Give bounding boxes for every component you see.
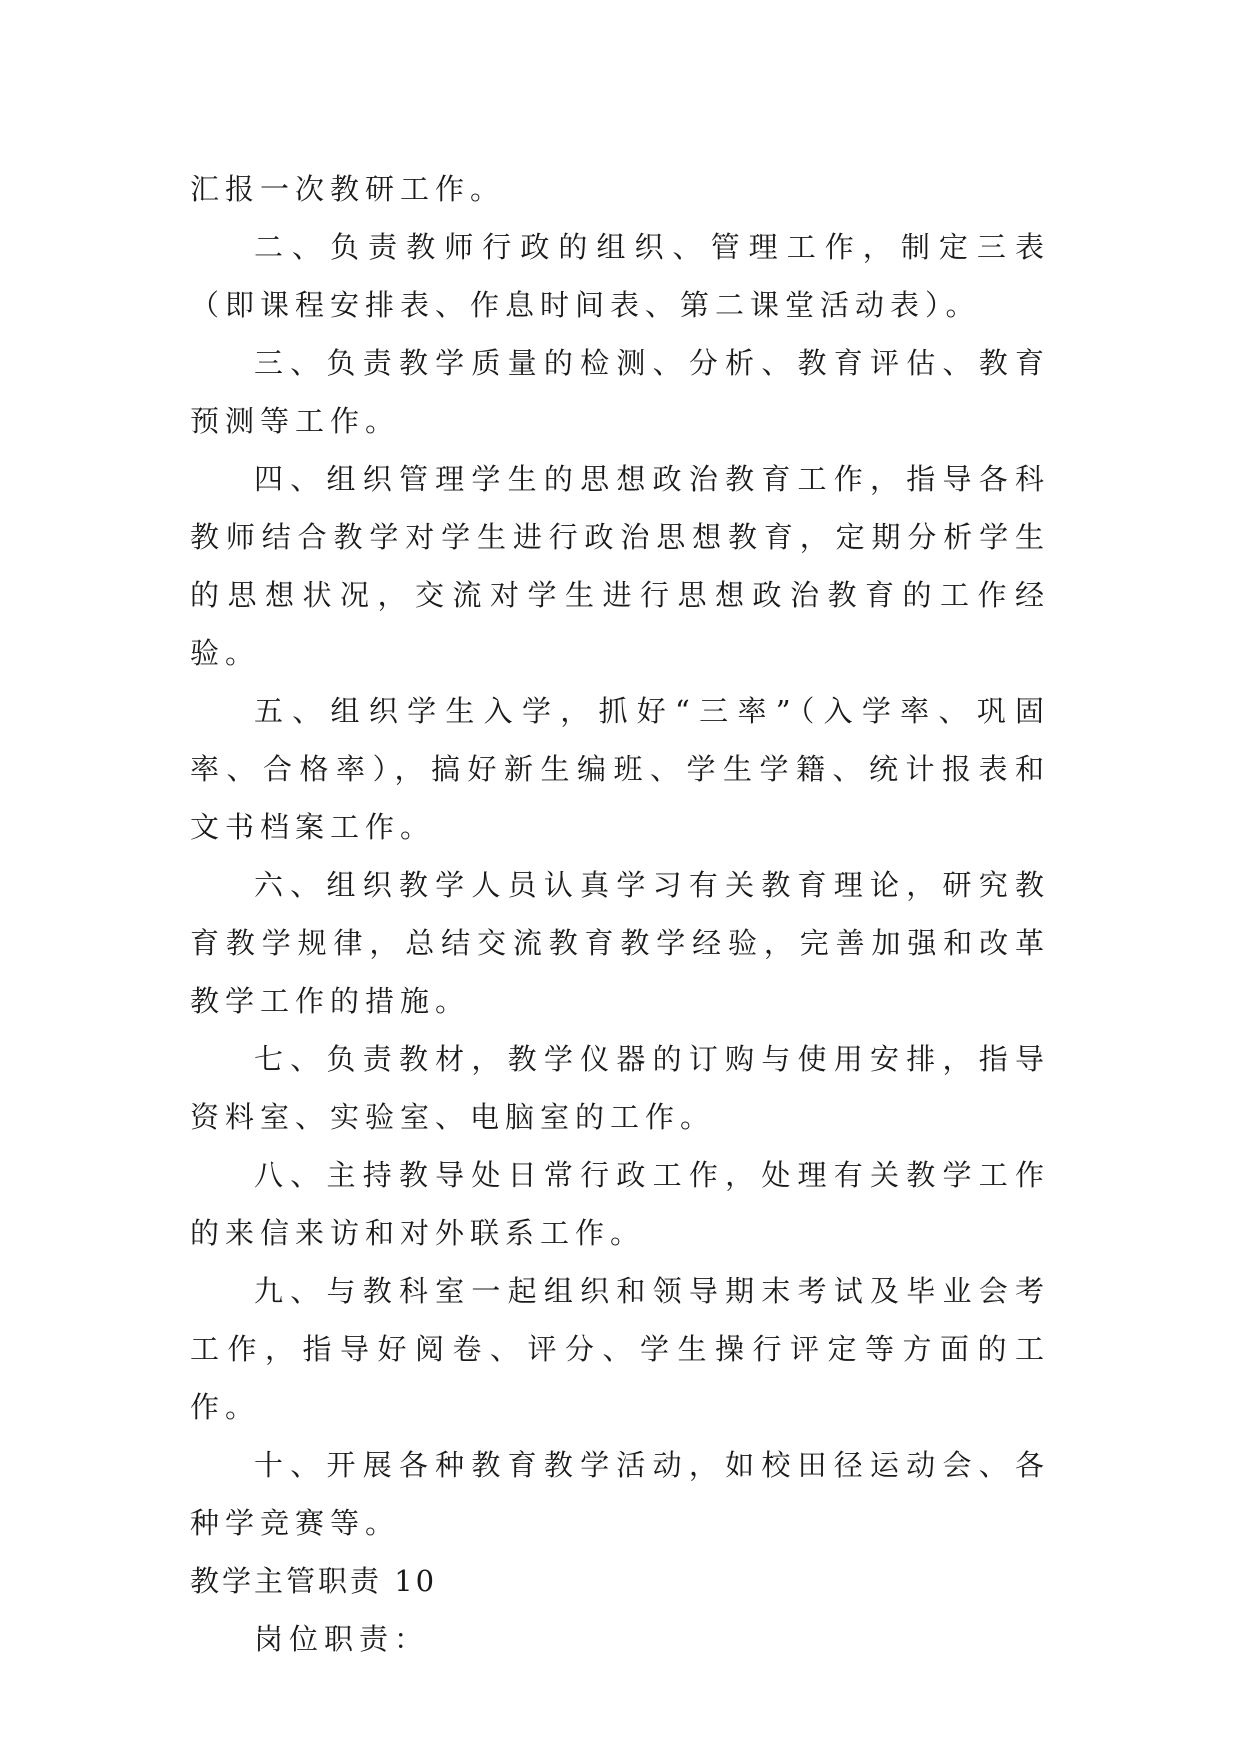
paragraph: 九、与教科室一起组织和领导期末考试及毕业会考工作，指导好阅卷、评分、学生操行评定等方面的工作。 <box>190 1274 1050 1424</box>
paragraph: 四、组织管理学生的思想政治教育工作，指导各科教师结合教学对学生进行政治思想教育，定期分析学生的思想状况，交流对学生进行思想政治教育的工作经验。 <box>190 462 1050 670</box>
paragraph: 七、负责教材，教学仪器的订购与使用安排，指导资料室、实验室、电脑室的工作。 <box>190 1042 1050 1134</box>
paragraph: 汇报一次教研工作。 <box>190 172 506 206</box>
paragraph: 八、主持教导处日常行政工作，处理有关教学工作的来信来访和对外联系工作。 <box>190 1158 1050 1250</box>
section-heading: 教学主管职责 10 <box>190 1564 438 1598</box>
paragraph: 岗位职责： <box>254 1622 430 1656</box>
paragraph: 三、负责教学质量的检测、分析、教育评估、教育预测等工作。 <box>190 346 1050 438</box>
paragraph: 五、组织学生入学，抓好“三率”（入学率、巩固率、合格率），搞好新生编班、学生学籍、统计报表和文书档案工作。 <box>190 694 1050 844</box>
document-body <box>190 160 1050 1668</box>
paragraph: 六、组织教学人员认真学习有关教育理论，研究教育教学规律，总结交流教育教学经验，完善加强和改革教学工作的措施。 <box>190 868 1050 1018</box>
paragraph: 十、开展各种教育教学活动，如校田径运动会、各种学竞赛等。 <box>190 1448 1050 1540</box>
paragraph: 二、负责教师行政的组织、管理工作，制定三表（即课程安排表、作息时间表、第二课堂活动表）。 <box>190 230 1050 322</box>
